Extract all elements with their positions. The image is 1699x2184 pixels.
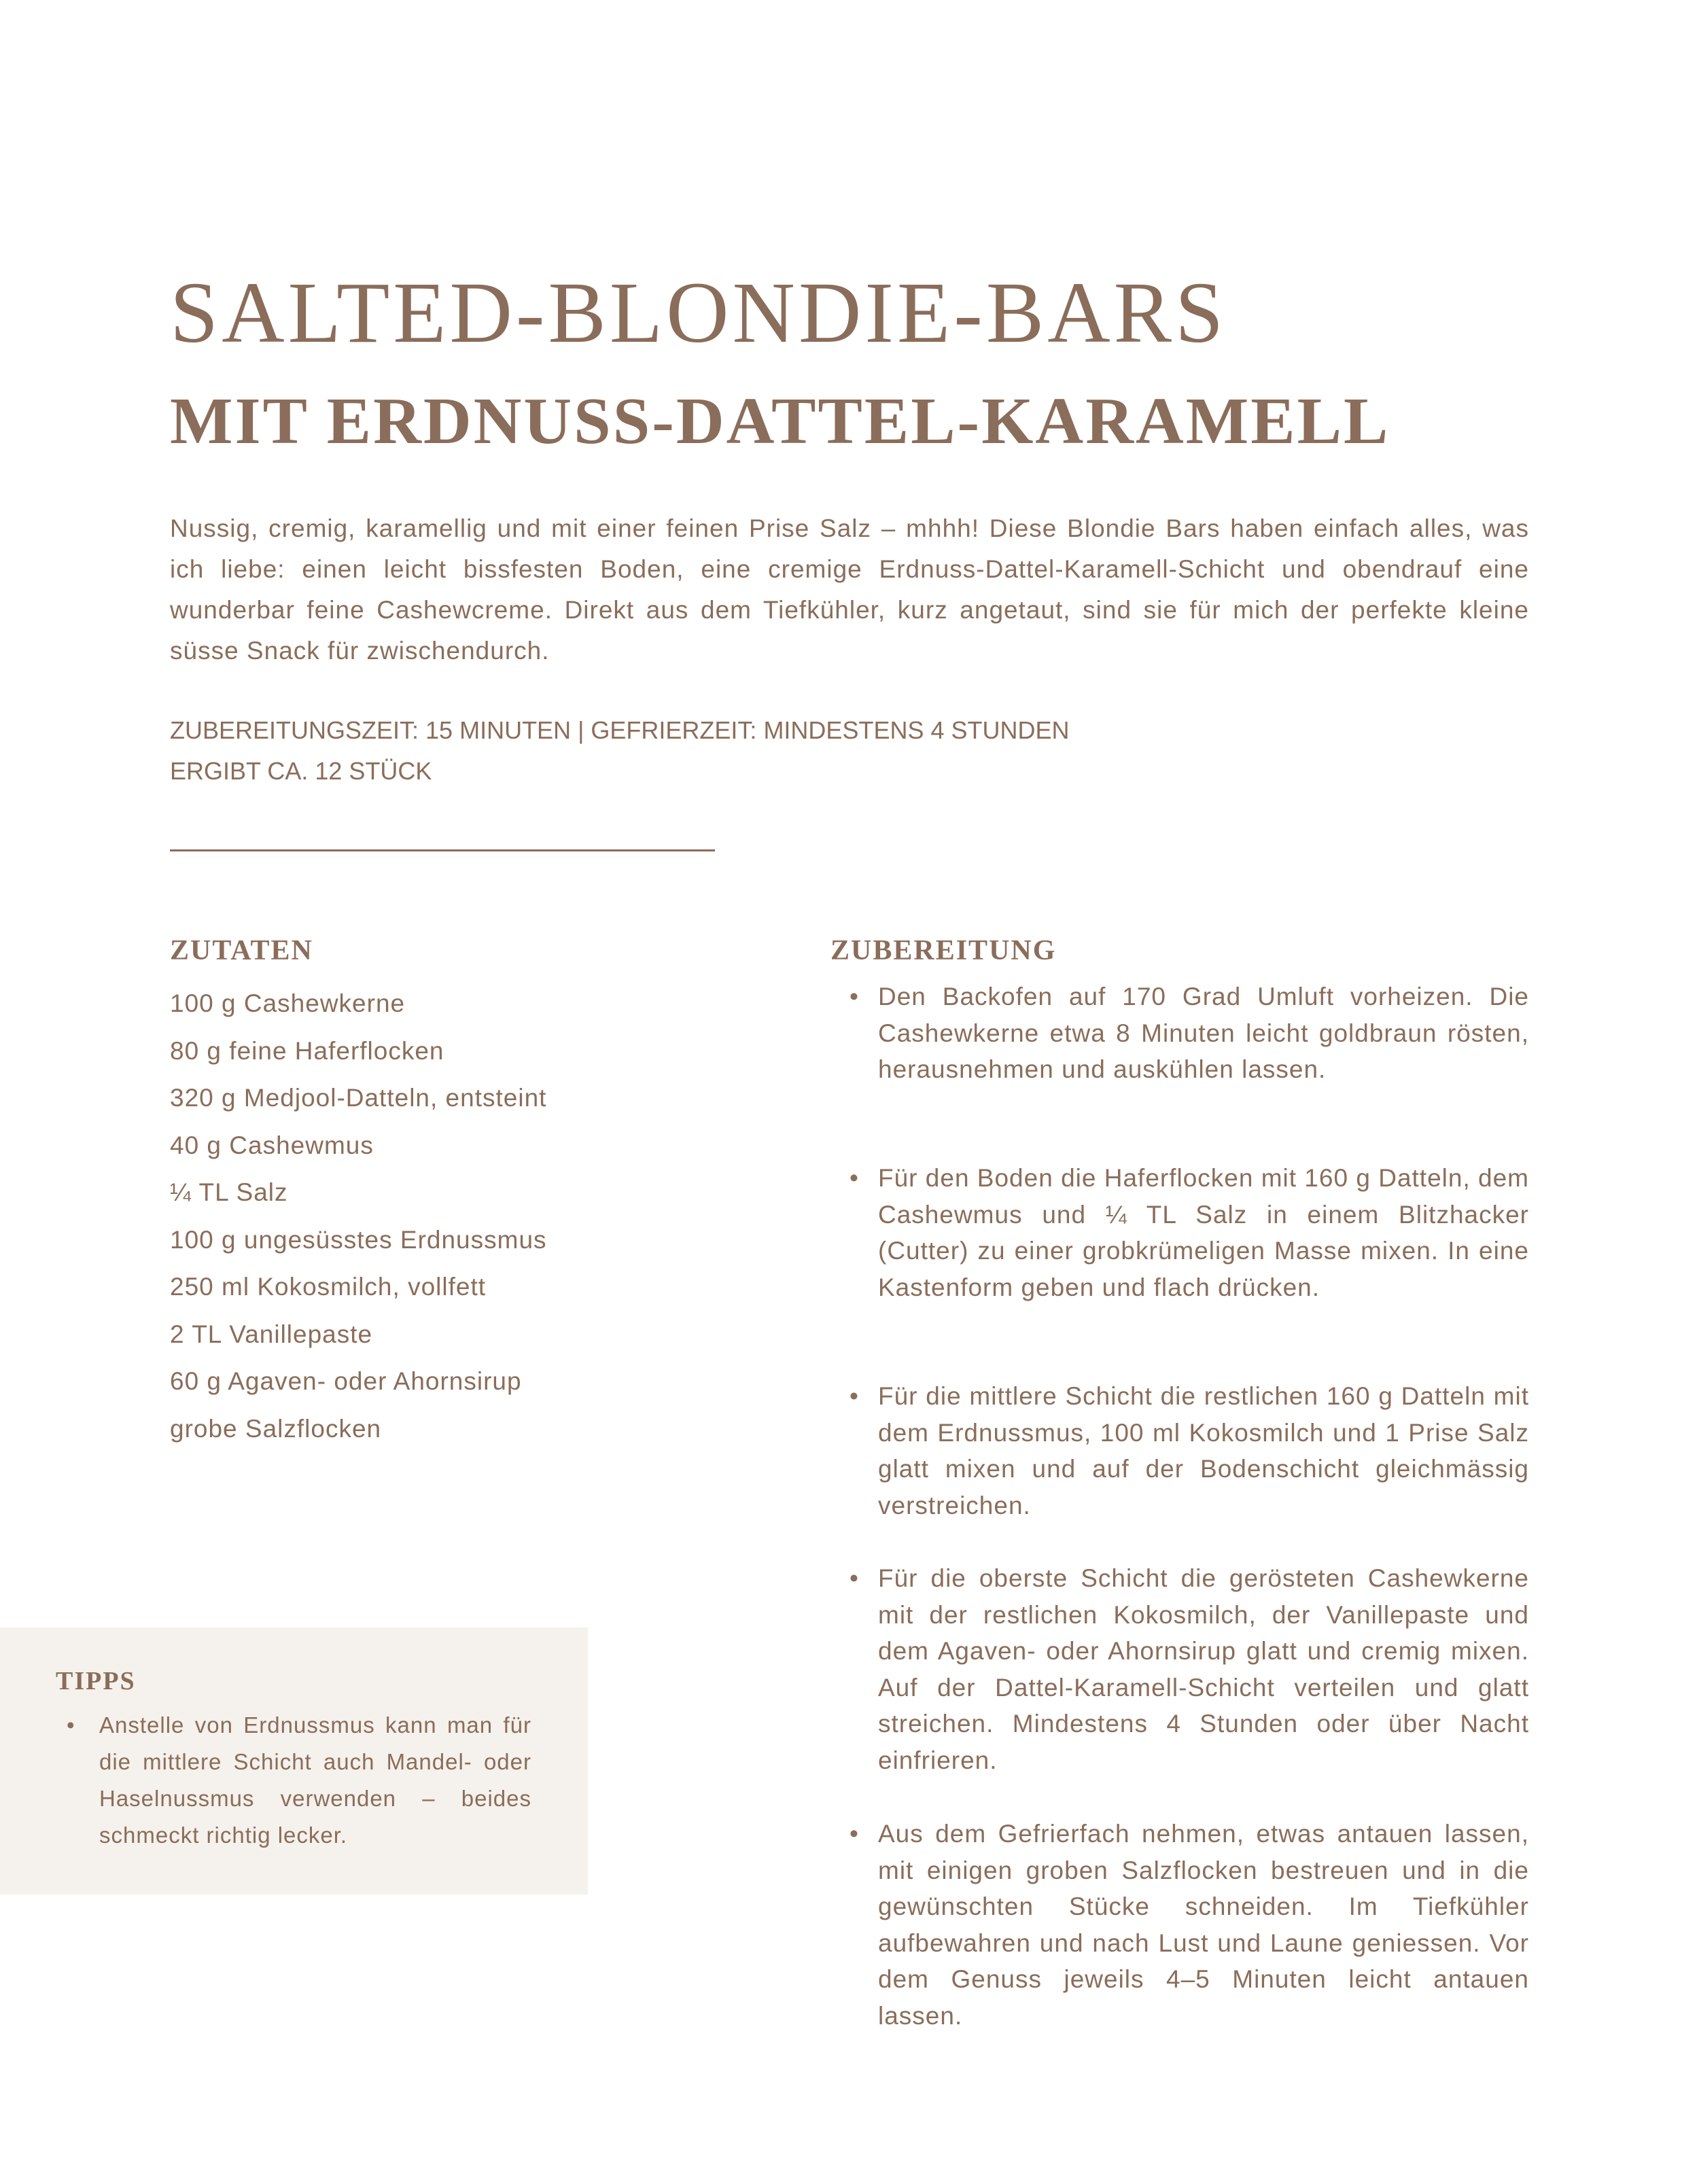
preparation-heading: ZUBEREITUNG <box>830 935 1057 966</box>
divider-line <box>170 849 715 851</box>
ingredient-item: 60 g Agaven- oder Ahornsirup <box>170 1367 522 1395</box>
tip-item: • Anstelle von Erdnussmus kann man für die mittlere Schicht auch Mandel- oder Haselnussmus verwenden – beides schmeckt richtig lecker. <box>56 1707 531 1854</box>
yield-info: ERGIBT CA. 12 STÜCK <box>170 757 432 785</box>
tips-list <box>56 1707 531 1854</box>
ingredient-item: 2 TL Vanillepaste <box>170 1320 373 1348</box>
ingredient-item: ¼ TL Salz <box>170 1178 288 1206</box>
recipe-title: SALTED-BLONDIE-BARS <box>170 264 1227 361</box>
ingredients-heading: ZUTATEN <box>170 935 313 966</box>
preparation-step: • Für die mittlere Schicht die restlichen 160 g Datteln mit dem Erdnussmus, 100 ml Kokosmilch und 1 Prise Salz glatt mixen und auf der Bodenschicht gleichmässig verstreichen. <box>830 1378 1529 1523</box>
preparation-step: • Für den Boden die Haferflocken mit 160 g Datteln, dem Cashewmus und ¼ TL Salz in einem Blitzhacker (Cutter) zu einer grobkrümeligen Masse mixen. In eine Kastenform geben und flach drücken. <box>830 1160 1529 1305</box>
ingredients-list <box>170 982 547 1454</box>
preparation-step: • Aus dem Gefrierfach nehmen, etwas antauen lassen, mit einigen groben Salzflocken bestreuen und in die gewünschten Stücke schneiden. Im Tiefkühler aufbewahren und nach Lust und Laune geniessen. Vor dem Genuss jeweils 4–5 Minuten leicht antauen lassen. <box>830 1816 1529 2034</box>
ingredient-item: 320 g Medjool-Datteln, entsteint <box>170 1084 547 1112</box>
ingredient-item: 100 g Cashewkerne <box>170 989 406 1017</box>
recipe-subtitle: MIT ERDNUSS-DATTEL-KARAMELL <box>170 385 1390 458</box>
prep-time-info: ZUBEREITUNGSZEIT: 15 MINUTEN | GEFRIERZEIT: MINDESTENS 4 STUNDEN <box>170 716 1070 744</box>
tips-heading: TIPPS <box>56 1667 136 1695</box>
ingredient-item: 80 g feine Haferflocken <box>170 1036 444 1065</box>
ingredient-item: 250 ml Kokosmilch, vollfett <box>170 1273 487 1301</box>
ingredient-item: 100 g ungesüsstes Erdnussmus <box>170 1225 547 1254</box>
intro-paragraph: Nussig, cremig, karamellig und mit einer feinen Prise Salz – mhhh! Diese Blondie Bars haben einfach alles, was ich liebe: einen leicht bissfesten Boden, eine cremige Erdnuss-Dattel-Karamell-Schicht und obendrauf eine wunderbar feine Cashewcreme. Direkt aus dem Tiefkühler, kurz angetaut, sind sie für mich der perfekte kleine süsse Snack für zwischendurch. <box>170 514 1529 665</box>
ingredient-item: 40 g Cashewmus <box>170 1131 374 1159</box>
ingredient-item: grobe Salzflocken <box>170 1414 382 1443</box>
preparation-step: • Für die oberste Schicht die gerösteten Cashewkerne mit der restlichen Kokosmilch, der Vanillepaste und dem Agaven- oder Ahornsirup glatt und cremig mixen. Auf der Dattel-Karamell-Schicht verteilen und glatt streichen. Mindestens 4 Stunden oder über Nacht einfrieren. <box>830 1560 1529 1778</box>
preparation-step: • Den Backofen auf 170 Grad Umluft vorheizen. Die Cashewkerne etwa 8 Minuten leicht goldbraun rösten, herausnehmen und auskühlen lassen. <box>830 979 1529 1088</box>
